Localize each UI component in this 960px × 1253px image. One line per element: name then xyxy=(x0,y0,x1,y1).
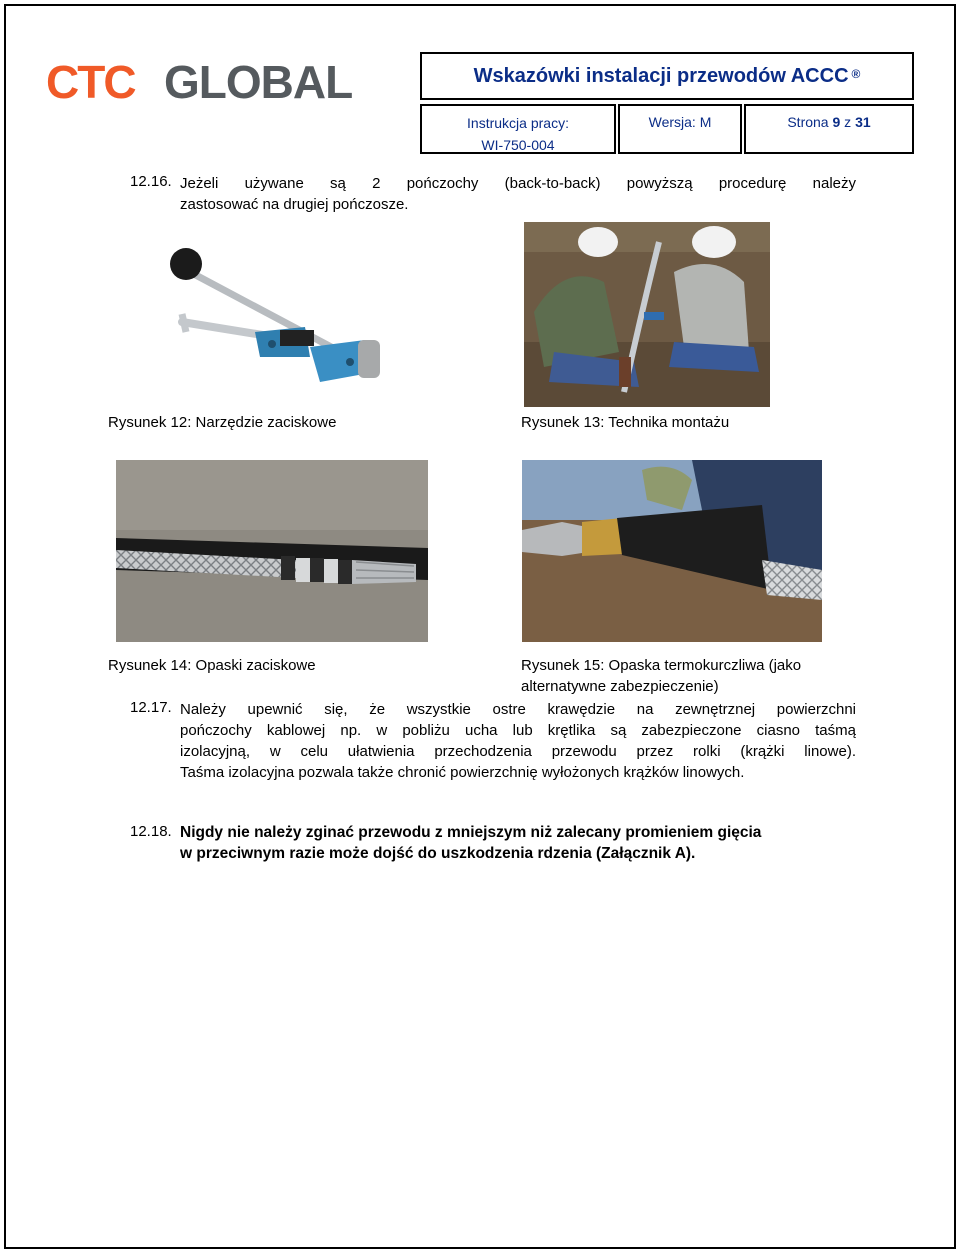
section-12-17-line2: pończochy kablowej np. w pobliżu ucha lub krętlika są zabezpieczone ciasno taśmą xyxy=(180,722,856,739)
svg-text:CTC: CTC xyxy=(46,58,135,104)
heat-shrink-photo xyxy=(522,460,822,642)
figure-15-caption-line1: Rysunek 15: Opaska termokurczliwa (jako xyxy=(521,657,802,674)
document-title: Wskazówki instalacji przewodów ACCC ® xyxy=(420,52,914,100)
section-12-17-line1: Należy upewnić się, że wszystkie ostre krawędzie na zewnętrznej powierzchni xyxy=(180,701,856,718)
version-cell: Wersja: M xyxy=(618,104,742,154)
section-12-16-line1: Jeżeli używane są 2 pończochy (back-to-back) powyższą procedurę należy xyxy=(180,175,856,192)
installation-photo xyxy=(524,222,770,407)
figure-12-caption: Rysunek 12: Narzędzie zaciskowe xyxy=(108,414,337,431)
figure-13-caption: Rysunek 13: Technika montażu xyxy=(521,414,730,431)
section-12-18-line1: Nigdy nie należy zginać przewodu z mniejszym niż zalecany promieniem gięcia xyxy=(180,824,762,841)
section-number-12-18: 12.18. xyxy=(130,823,172,840)
crimping-tool-image xyxy=(160,232,390,397)
tape-bands-photo xyxy=(116,460,428,642)
section-12-17-line3: izolacyjną, w celu ułatwienia przechodzenia przewodu przez rolki (krążki linowe). xyxy=(180,743,856,760)
section-number-12-16: 12.16. xyxy=(130,173,172,190)
section-12-16-line2: zastosować na drugiej pończosze. xyxy=(180,196,409,213)
section-12-17-line4: Taśma izolacyjna pozwala także chronić powierzchnię wyłożonych krążków linowych. xyxy=(180,764,745,781)
page-number-cell: Strona 9 z 31 xyxy=(744,104,914,154)
figure-14-caption: Rysunek 14: Opaski zaciskowe xyxy=(108,657,316,674)
figure-15-caption-line2: alternatywne zabezpieczenie) xyxy=(521,678,719,695)
instruction-cell: Instrukcja pracy: WI-750-004 xyxy=(420,104,616,154)
svg-text:GLOBAL: GLOBAL xyxy=(164,58,353,104)
section-12-18-line2: w przeciwnym razie może dojść do uszkodzenia rdzenia (Załącznik A). xyxy=(180,845,696,862)
ctc-global-logo xyxy=(46,58,378,104)
section-number-12-17: 12.17. xyxy=(130,699,172,716)
